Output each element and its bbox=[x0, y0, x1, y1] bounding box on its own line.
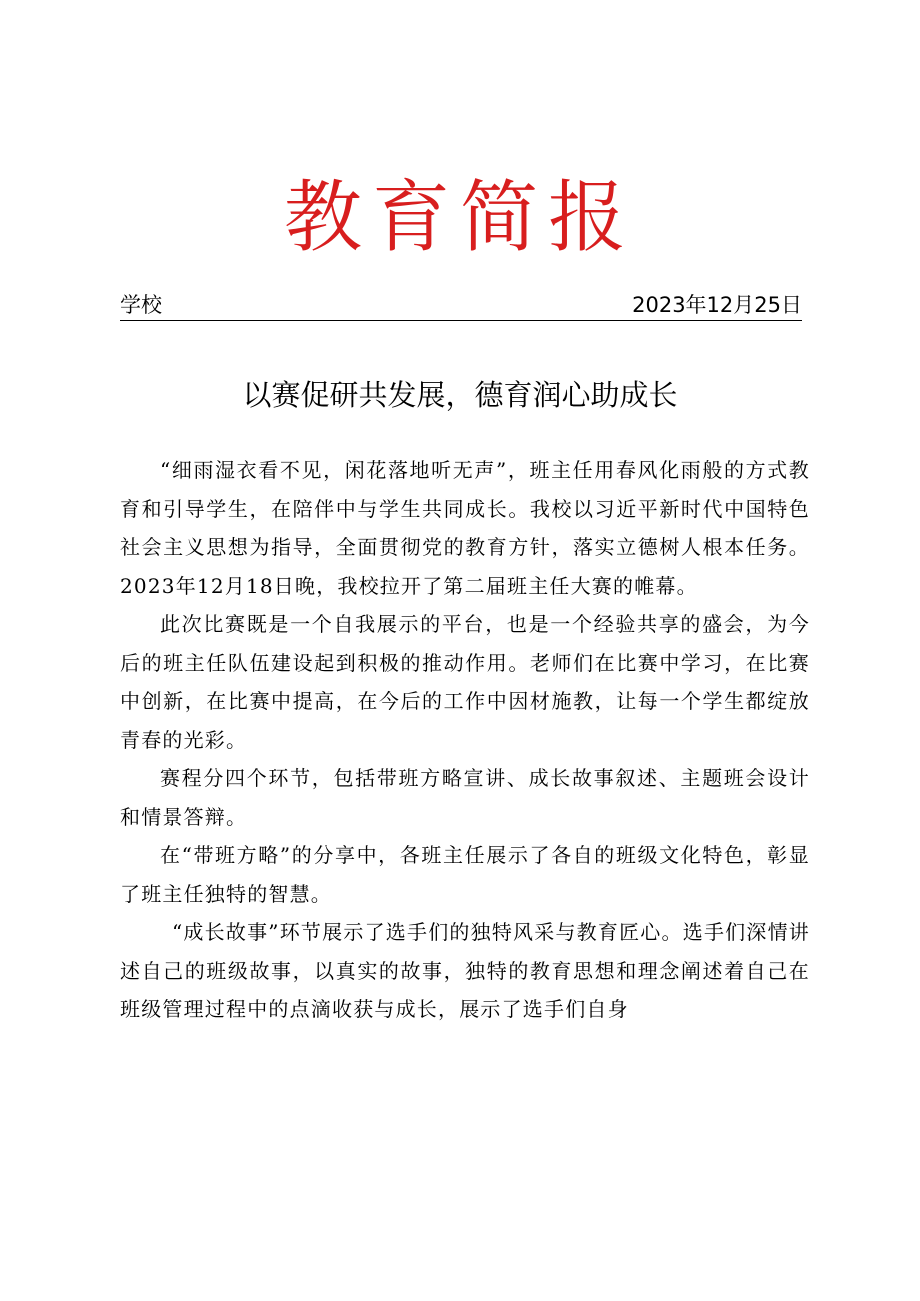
article-body bbox=[120, 451, 810, 1029]
school-label: 学校 bbox=[120, 293, 162, 317]
article-title: 以赛促研共发展，德育润心助成长 bbox=[242, 378, 678, 412]
issue-date: 2023年12月25日 bbox=[632, 293, 802, 317]
paragraph: 在“带班方略”的分享中，各班主任展示了各自的班级文化特色，彰显了班主任独特的智慧。 bbox=[120, 843, 810, 906]
paragraph: 赛程分四个环节，包括带班方略宣讲、成长故事叙述、主题班会设计和情景答辩。 bbox=[120, 766, 810, 829]
masthead-title: 教育简报 bbox=[283, 173, 636, 263]
paragraph: “细雨湿衣看不见，闲花落地听无声”，班主任用春风化雨般的方式教育和引导学生，在陪伴中与学生共同成长。我校以习近平新时代中国特色社会主义思想为指导，全面贯彻党的教育方针，落实立德树人根本任务。2023年12月18日晚，我校拉开了第二届班主任大赛的帷幕。 bbox=[120, 458, 810, 598]
paragraph: “成长故事”环节展示了选手们的独特风采与教育匠心。选手们深情讲述自己的班级故事，以真实的故事，独特的教育思想和理念阐述着自己在班级管理过程中的点滴收获与成长，展示了选手们自身 bbox=[120, 920, 810, 1021]
meta-line bbox=[120, 290, 802, 321]
paragraph: 此次比赛既是一个自我展示的平台，也是一个经验共享的盛会，为今后的班主任队伍建设起到积极的推动作用。老师们在比赛中学习，在比赛中创新，在比赛中提高，在今后的工作中因材施教，让每一个学生都绽放青春的光彩。 bbox=[120, 612, 810, 752]
